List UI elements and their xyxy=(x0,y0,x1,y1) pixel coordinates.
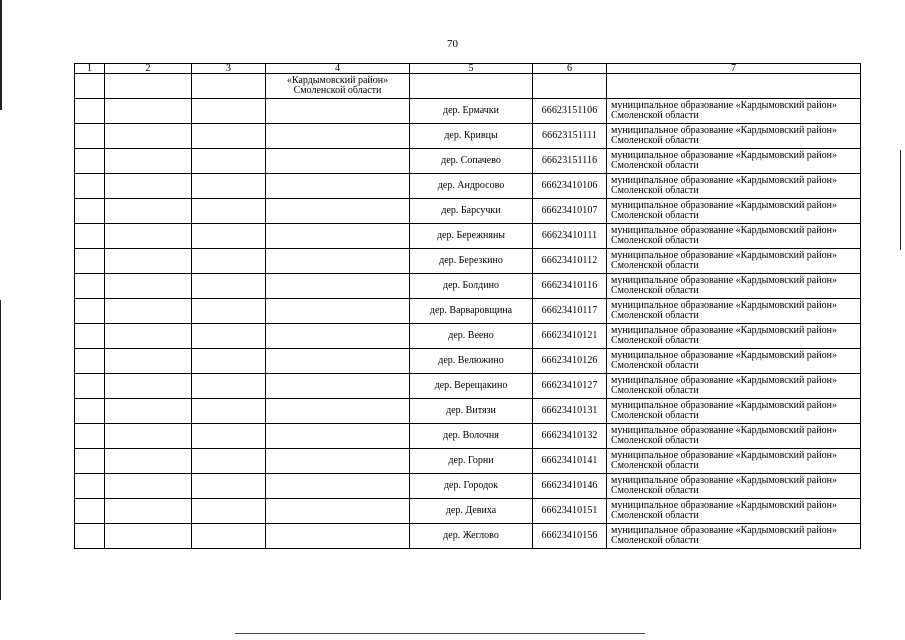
empty-cell xyxy=(192,424,266,449)
table-row xyxy=(75,99,861,124)
municipality-cell: муниципальное образование «Кардымовский район» Смоленской области xyxy=(607,324,861,349)
header-cell: 1 xyxy=(75,64,105,74)
table-row xyxy=(75,324,861,349)
settlements-table xyxy=(74,63,861,549)
empty-cell xyxy=(105,274,192,299)
empty-cell xyxy=(75,99,105,124)
scan-mark-left xyxy=(0,0,2,110)
okato-code-cell: 66623410127 xyxy=(533,374,607,399)
settlement-cell: дер. Кривцы xyxy=(410,124,533,149)
empty-cell xyxy=(266,174,410,199)
empty-cell xyxy=(192,499,266,524)
page-number: 70 xyxy=(447,38,458,50)
settlement-cell: дер. Болдино xyxy=(410,274,533,299)
settlement-cell: дер. Варваровщина xyxy=(410,299,533,324)
header-cell: 2 xyxy=(105,64,192,74)
table-row xyxy=(75,174,861,199)
okato-code-cell: 66623410106 xyxy=(533,174,607,199)
municipality-cell: муниципальное образование «Кардымовский район» Смоленской области xyxy=(607,349,861,374)
empty-cell xyxy=(192,249,266,274)
okato-code-cell: 66623410146 xyxy=(533,474,607,499)
municipality-cell: муниципальное образование «Кардымовский район» Смоленской области xyxy=(607,274,861,299)
empty-cell xyxy=(266,199,410,224)
empty-cell xyxy=(75,224,105,249)
header-cell: 5 xyxy=(410,64,533,74)
empty-cell xyxy=(266,274,410,299)
table-row xyxy=(75,474,861,499)
settlement-cell: дер. Березкино xyxy=(410,249,533,274)
empty-cell xyxy=(75,199,105,224)
empty-cell xyxy=(75,149,105,174)
municipality-cell: муниципальное образование «Кардымовский район» Смоленской области xyxy=(607,374,861,399)
okato-code-cell: 66623410121 xyxy=(533,324,607,349)
empty-cell xyxy=(533,74,607,99)
empty-cell xyxy=(105,324,192,349)
empty-cell xyxy=(192,274,266,299)
header-cell: 4 xyxy=(266,64,410,74)
settlement-cell: дер. Бережняны xyxy=(410,224,533,249)
settlement-cell: дер. Витязи xyxy=(410,399,533,424)
empty-cell xyxy=(266,399,410,424)
settlement-cell: дер. Веено xyxy=(410,324,533,349)
table-row xyxy=(75,499,861,524)
settlement-cell: дер. Горни xyxy=(410,449,533,474)
municipality-cell: муниципальное образование «Кардымовский район» Смоленской области xyxy=(607,174,861,199)
okato-code-cell: 66623410117 xyxy=(533,299,607,324)
scan-mark-left-lower xyxy=(0,300,1,600)
settlement-cell: дер. Жеглово xyxy=(410,524,533,549)
empty-cell xyxy=(75,449,105,474)
empty-cell xyxy=(192,99,266,124)
municipality-cell: муниципальное образование «Кардымовский район» Смоленской области xyxy=(607,224,861,249)
settlement-cell: дер. Девиха xyxy=(410,499,533,524)
empty-cell xyxy=(192,149,266,174)
table-row xyxy=(75,374,861,399)
empty-cell xyxy=(192,449,266,474)
scan-bottom-line xyxy=(235,633,645,634)
empty-cell xyxy=(105,74,192,99)
empty-cell xyxy=(75,249,105,274)
empty-cell xyxy=(75,174,105,199)
empty-cell xyxy=(192,524,266,549)
header-cell: 6 xyxy=(533,64,607,74)
district-name-cell: «Кардымовский район» Смоленской области xyxy=(266,74,410,99)
table-row xyxy=(75,274,861,299)
settlement-cell: дер. Сопачево xyxy=(410,149,533,174)
empty-cell xyxy=(192,124,266,149)
settlement-cell: дер. Городок xyxy=(410,474,533,499)
municipality-cell: муниципальное образование «Кардымовский район» Смоленской области xyxy=(607,249,861,274)
table-row xyxy=(75,424,861,449)
okato-code-cell: 66623410151 xyxy=(533,499,607,524)
table-row xyxy=(75,249,861,274)
empty-cell xyxy=(192,399,266,424)
scan-mark-right xyxy=(900,150,901,250)
settlement-cell: дер. Волочня xyxy=(410,424,533,449)
header-cell: 7 xyxy=(607,64,861,74)
empty-cell xyxy=(192,224,266,249)
municipality-cell: муниципальное образование «Кардымовский район» Смоленской области xyxy=(607,149,861,174)
settlement-cell: дер. Андросово xyxy=(410,174,533,199)
empty-cell xyxy=(75,124,105,149)
municipality-cell: муниципальное образование «Кардымовский район» Смоленской области xyxy=(607,399,861,424)
empty-cell xyxy=(75,424,105,449)
okato-code-cell: 66623410126 xyxy=(533,349,607,374)
empty-cell xyxy=(410,74,533,99)
empty-cell xyxy=(75,324,105,349)
okato-code-cell: 66623410156 xyxy=(533,524,607,549)
empty-cell xyxy=(266,124,410,149)
empty-cell xyxy=(75,399,105,424)
table-row xyxy=(75,524,861,549)
empty-cell xyxy=(105,374,192,399)
empty-cell xyxy=(105,474,192,499)
empty-cell xyxy=(192,374,266,399)
okato-code-cell: 66623410107 xyxy=(533,199,607,224)
empty-cell xyxy=(266,449,410,474)
okato-code-cell: 66623410116 xyxy=(533,274,607,299)
empty-cell xyxy=(607,74,861,99)
empty-cell xyxy=(75,499,105,524)
municipality-cell: муниципальное образование «Кардымовский район» Смоленской области xyxy=(607,299,861,324)
empty-cell xyxy=(75,299,105,324)
empty-cell xyxy=(266,249,410,274)
table-row xyxy=(75,199,861,224)
table-row xyxy=(75,449,861,474)
settlement-cell: дер. Велюжино xyxy=(410,349,533,374)
empty-cell xyxy=(75,349,105,374)
empty-cell xyxy=(105,299,192,324)
empty-cell xyxy=(192,324,266,349)
empty-cell xyxy=(266,299,410,324)
table-row xyxy=(75,299,861,324)
table-row xyxy=(75,124,861,149)
table-row xyxy=(75,399,861,424)
okato-code-cell: 66623410112 xyxy=(533,249,607,274)
empty-cell xyxy=(266,499,410,524)
municipality-cell: муниципальное образование «Кардымовский район» Смоленской области xyxy=(607,499,861,524)
empty-cell xyxy=(105,349,192,374)
empty-cell xyxy=(266,149,410,174)
column-number-row xyxy=(75,64,861,74)
empty-cell xyxy=(105,149,192,174)
empty-cell xyxy=(105,174,192,199)
table-row xyxy=(75,349,861,374)
empty-cell xyxy=(105,524,192,549)
empty-cell xyxy=(266,99,410,124)
municipality-cell: муниципальное образование «Кардымовский район» Смоленской области xyxy=(607,524,861,549)
empty-cell xyxy=(75,74,105,99)
empty-cell xyxy=(75,374,105,399)
okato-code-cell: 66623410132 xyxy=(533,424,607,449)
municipality-cell: муниципальное образование «Кардымовский район» Смоленской области xyxy=(607,449,861,474)
municipality-cell: муниципальное образование «Кардымовский район» Смоленской области xyxy=(607,124,861,149)
empty-cell xyxy=(105,399,192,424)
okato-code-cell: 66623151106 xyxy=(533,99,607,124)
header-cell: 3 xyxy=(192,64,266,74)
municipality-cell: муниципальное образование «Кардымовский район» Смоленской области xyxy=(607,474,861,499)
empty-cell xyxy=(266,224,410,249)
empty-cell xyxy=(105,124,192,149)
empty-cell xyxy=(192,174,266,199)
settlement-cell: дер. Верещакино xyxy=(410,374,533,399)
empty-cell xyxy=(266,424,410,449)
empty-cell xyxy=(75,274,105,299)
empty-cell xyxy=(266,524,410,549)
settlement-cell: дер. Ермачки xyxy=(410,99,533,124)
empty-cell xyxy=(105,424,192,449)
empty-cell xyxy=(192,474,266,499)
empty-cell xyxy=(75,524,105,549)
empty-cell xyxy=(192,299,266,324)
table-row xyxy=(75,224,861,249)
okato-code-cell: 66623151116 xyxy=(533,149,607,174)
empty-cell xyxy=(266,324,410,349)
empty-cell xyxy=(105,499,192,524)
empty-cell xyxy=(192,74,266,99)
municipality-cell: муниципальное образование «Кардымовский район» Смоленской области xyxy=(607,199,861,224)
empty-cell xyxy=(192,199,266,224)
empty-cell xyxy=(105,249,192,274)
empty-cell xyxy=(105,99,192,124)
okato-code-cell: 66623151111 xyxy=(533,124,607,149)
empty-cell xyxy=(105,449,192,474)
empty-cell xyxy=(192,349,266,374)
table-row xyxy=(75,149,861,174)
okato-code-cell: 66623410131 xyxy=(533,399,607,424)
settlement-cell: дер. Барсучки xyxy=(410,199,533,224)
okato-code-cell: 66623410111 xyxy=(533,224,607,249)
empty-cell xyxy=(75,474,105,499)
empty-cell xyxy=(266,474,410,499)
empty-cell xyxy=(266,349,410,374)
municipality-cell: муниципальное образование «Кардымовский район» Смоленской области xyxy=(607,424,861,449)
okato-code-cell: 66623410141 xyxy=(533,449,607,474)
district-row xyxy=(75,74,861,99)
empty-cell xyxy=(266,374,410,399)
empty-cell xyxy=(105,224,192,249)
empty-cell xyxy=(105,199,192,224)
municipality-cell: муниципальное образование «Кардымовский район» Смоленской области xyxy=(607,99,861,124)
